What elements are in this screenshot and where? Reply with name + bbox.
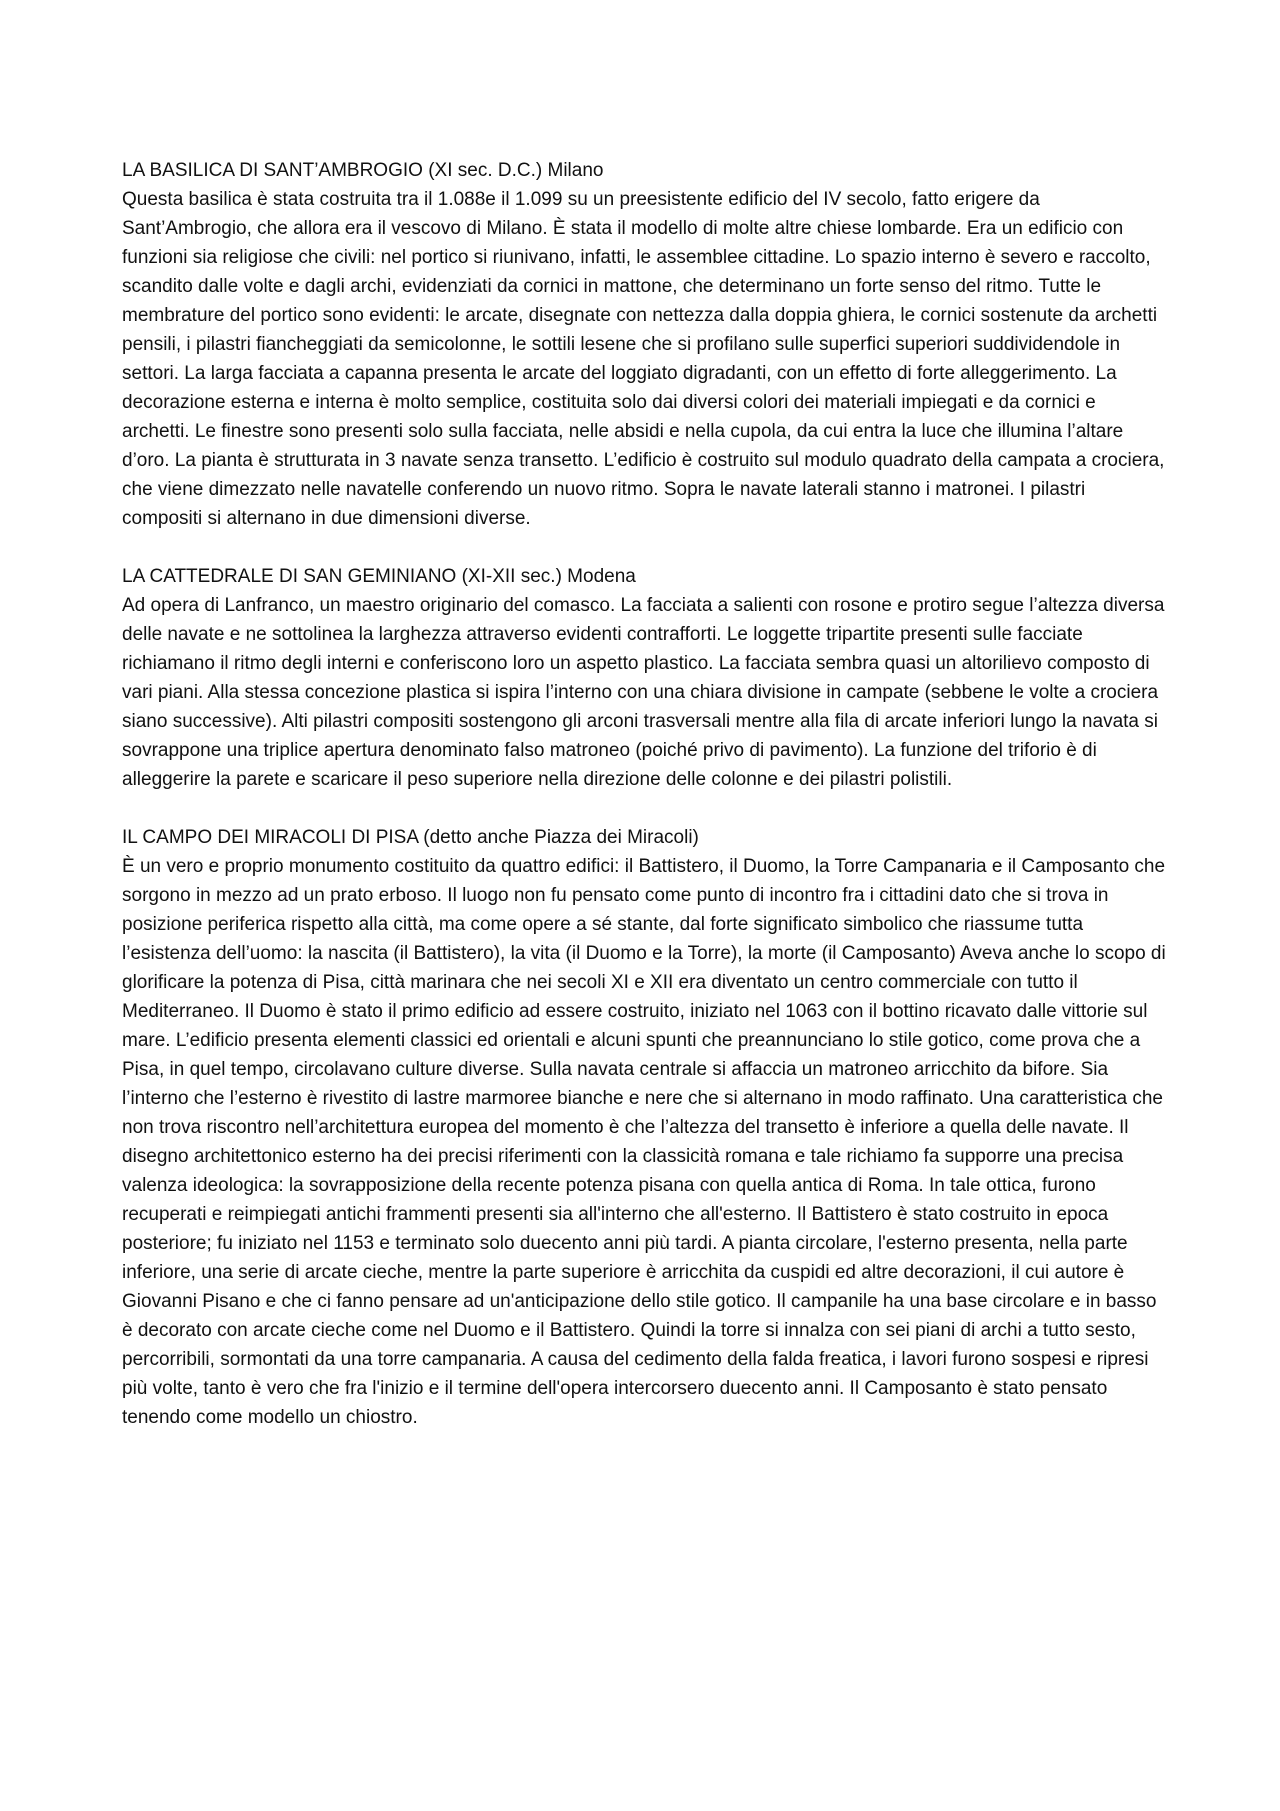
- section-title: IL CAMPO DEI MIRACOLI DI PISA (detto anche Piazza dei Miracoli): [122, 827, 699, 848]
- document-content: [122, 156, 1168, 1461]
- section-campo-dei-miracoli: [122, 823, 1168, 1432]
- section-title: LA BASILICA DI SANT’AMBROGIO (XI sec. D.C.) Milano: [122, 160, 604, 181]
- section-paragraph: È un vero e proprio monumento costituito da quattro edifici: il Battistero, il Duomo, la Torre Campanaria e il Camposanto che sorgono in mezzo ad un prato erboso. Il luogo non fu pensato come punto di incontro fra i cittadini dato che si trova in posizione periferica rispetto alla città, ma come opere a sé stante, dal forte significato simbolico che riassume tutta l’esistenza dell’uomo: la nascita (il Battistero), la vita (il Duomo e la Torre), la morte (il Camposanto) Aveva anche lo scopo di glorificare la potenza di Pisa, città marinara che nei secoli XI e XII era diventato un centro commerciale con tutto il Mediterraneo. Il Duomo è stato il primo edificio ad essere costruito, iniziato nel 1063 con il bottino ricavato dalle vittorie sul mare. L’edificio presenta elementi classici ed orientali e alcuni spunti che preannunciano lo stile gotico, come prova che a Pisa, in quel tempo, circolavano culture diverse. Sulla navata centrale si affaccia un matroneo arricchito da bifore. Sia l’interno che l’esterno è rivestito di lastre marmoree bianche e nere che si alternano in modo raffinato. Una caratteristica che non trova riscontro nell’architettura europea del momento è che l’altezza del transetto è inferiore a quella delle navate. Il disegno architettonico esterno ha dei precisi riferimenti con la classicità romana e tale richiamo fa supporre una precisa valenza ideologica: la sovrapposizione della recente potenza pisana con quella antica di Roma. In tale ottica, furono recuperati e reimpiegati antichi frammenti presenti sia all'interno che all'esterno. Il Battistero è stato costruito in epoca posteriore; fu iniziato nel 1153 e terminato solo duecento anni più tardi. A pianta circolare, l'esterno presenta, nella parte inferiore, una serie di arcate cieche, mentre la parte superiore è arricchita da cuspidi ed altre decorazioni, il cui autore è Giovanni Pisano e che ci fanno pensare ad un'anticipazione dello stile gotico. Il campanile ha una base circolare e in basso è decorato con arcate cieche come nel Duomo e il Battistero. Quindi la torre si innalza con sei piani di archi a tutto sesto, percorribili, sormontati da una torre campanaria. A causa del cedimento della falda freatica, i lavori furono sospesi e ripresi più volte, tanto è vero che fra l'inizio e il termine dell'opera intercorsero duecento anni. Il Camposanto è stato pensato tenendo come modello un chiostro.: [122, 856, 1166, 1428]
- section-paragraph: Ad opera di Lanfranco, un maestro originario del comasco. La facciata a salienti con rosone e protiro segue l’altezza diversa delle navate e ne sottolinea la larghezza attraverso evidenti contrafforti. Le loggette tripartite presenti sulle facciate richiamano il ritmo degli interni e conferiscono loro un aspetto plastico. La facciata sembra quasi un altorilievo composto di vari piani. Alla stessa concezione plastica si ispira l’interno con una chiara divisione in campate (sebbene le volte a crociera siano successive). Alti pilastri compositi sostengono gli arconi trasversali mentre alla fila di arcate inferiori lungo la navata si sovrappone una triplice apertura denominato falso matroneo (poiché privo di pavimento). La funzione del triforio è di alleggerire la parete e scaricare il peso superiore nella direzione delle colonne e dei pilastri polistili.: [122, 595, 1165, 790]
- section-sant-ambrogio: [122, 156, 1168, 533]
- section-paragraph: Questa basilica è stata costruita tra il 1.088e il 1.099 su un preesistente edificio del IV secolo, fatto erigere da Sant’Ambrogio, che allora era il vescovo di Milano. È stata il modello di molte altre chiese lombarde. Era un edificio con funzioni sia religiose che civili: nel portico si riunivano, infatti, le assemblee cittadine. Lo spazio interno è severo e raccolto, scandito dalle volte e dagli archi, evidenziati da cornici in mattone, che determinano un forte senso del ritmo. Tutte le membrature del portico sono evidenti: le arcate, disegnate con nettezza dalla doppia ghiera, le cornici sostenute da archetti pensili, i pilastri fiancheggiati da semicolonne, le sottili lesene che si profilano sulle superfici superiori suddividendole in settori. La larga facciata a capanna presenta le arcate del loggiato digradanti, con un effetto di forte alleggerimento. La decorazione esterna e interna è molto semplice, costituita solo dai diversi colori dei materiali impiegati e da cornici e archetti. Le finestre sono presenti solo sulla facciata, nelle absidi e nella cupola, da cui entra la luce che illumina l’altare d’oro. La pianta è strutturata in 3 navate senza transetto. L’edificio è costruito sul modulo quadrato della campata a crociera, che viene dimezzato nelle navatelle conferendo un nuovo ritmo. Sopra le navate laterali stanno i matronei. I pilastri compositi si alternano in due dimensioni diverse.: [122, 189, 1165, 529]
- section-san-geminiano: [122, 562, 1168, 794]
- section-title: LA CATTEDRALE DI SAN GEMINIANO (XI-XII sec.) Modena: [122, 566, 636, 587]
